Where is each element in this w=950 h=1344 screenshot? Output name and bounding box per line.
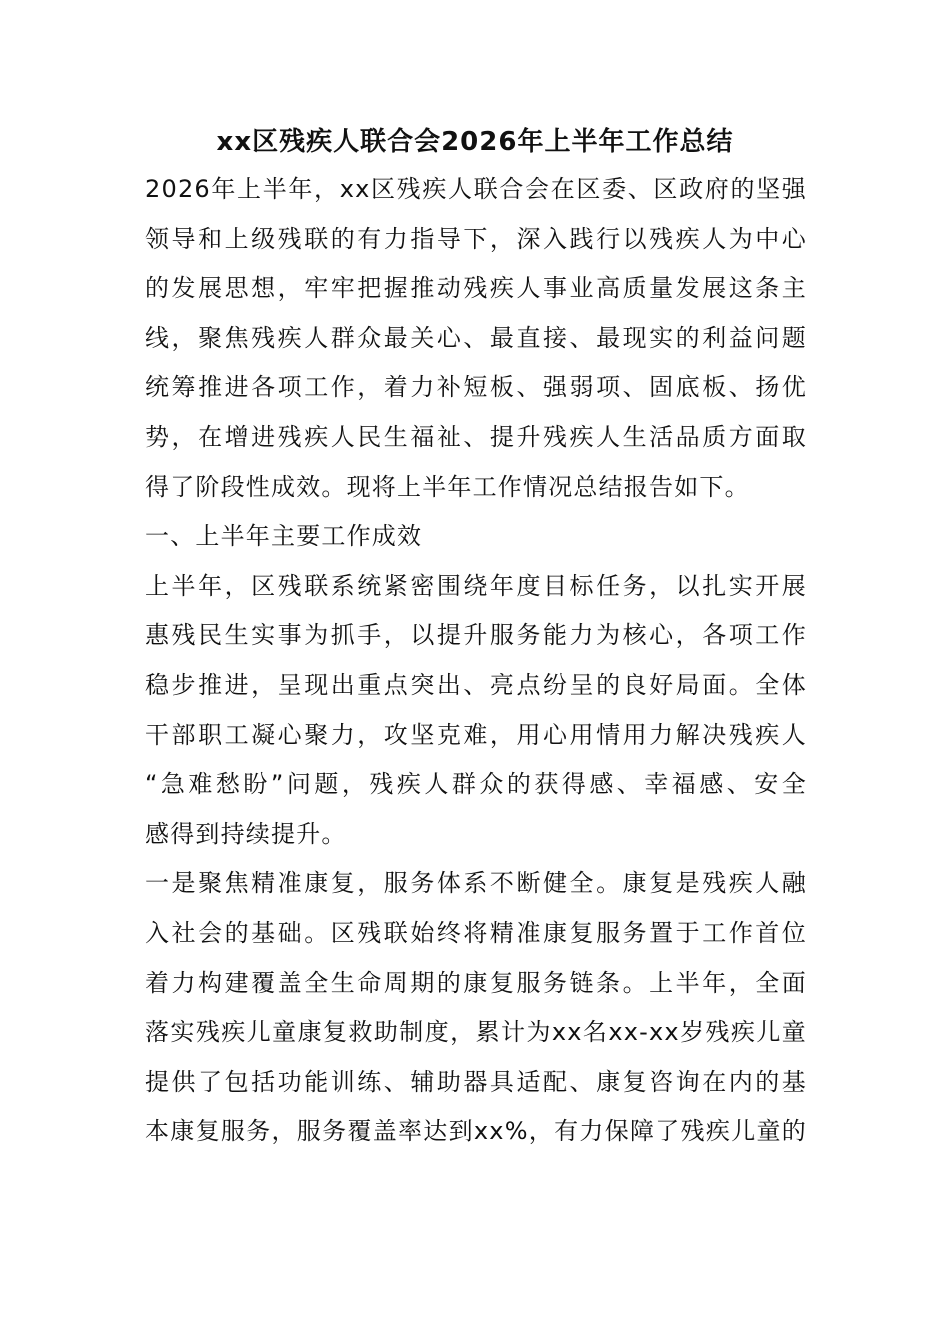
body-line: 惠残民生实事为抓手，以提升服务能力为核心，各项工作 [145, 621, 807, 650]
body-line: 稳步推进，呈现出重点突出、亮点纷呈的良好局面。全体 [145, 670, 807, 699]
body-line: 一是聚焦精准康复，服务体系不断健全。康复是残疾人融 [145, 869, 807, 898]
body-line: 上半年，区残联系统紧密围绕年度目标任务，以扎实开展 [145, 571, 807, 600]
body-line: “急难愁盼”问题，残疾人群众的获得感、幸福感、安全 [145, 770, 807, 799]
body-line: 的发展思想，牢牢把握推动残疾人事业高质量发展这条主 [145, 274, 807, 303]
body-line: 领导和上级残联的有力指导下，深入践行以残疾人为中心 [145, 224, 807, 253]
body-line: 势，在增进残疾人民生福祉、提升残疾人生活品质方面取 [145, 422, 807, 451]
body-line: 着力构建覆盖全生命周期的康复服务链条。上半年，全面 [145, 968, 807, 997]
document-title: xx区残疾人联合会2026年上半年工作总结 [216, 127, 734, 157]
body-line: 统筹推进各项工作，着力补短板、强弱项、固底板、扬优 [145, 373, 807, 402]
body-line: 落实残疾儿童康复救助制度，累计为xx名xx-xx岁残疾儿童 [145, 1018, 807, 1047]
body-line: 得了阶段性成效。现将上半年工作情况总结报告如下。 [145, 472, 750, 501]
body-line: 干部职工凝心聚力，攻坚克难，用心用情用力解决残疾人 [145, 720, 807, 749]
body-line: 2026年上半年，xx区残疾人联合会在区委、区政府的坚强 [145, 175, 807, 203]
body-line: 感得到持续提升。 [145, 819, 347, 848]
body-line: 本康复服务，服务覆盖率达到xx%，有力保障了残疾儿童的 [145, 1117, 807, 1146]
body-line: 入社会的基础。区残联始终将精准康复服务置于工作首位 [145, 918, 807, 947]
body-line: 提供了包括功能训练、辅助器具适配、康复咨询在内的基 [145, 1067, 807, 1096]
section-heading: 一、上半年主要工作成效 [145, 522, 423, 551]
document-body [145, 165, 807, 1157]
body-line: 线，聚焦残疾人群众最关心、最直接、最现实的利益问题 [145, 323, 807, 352]
